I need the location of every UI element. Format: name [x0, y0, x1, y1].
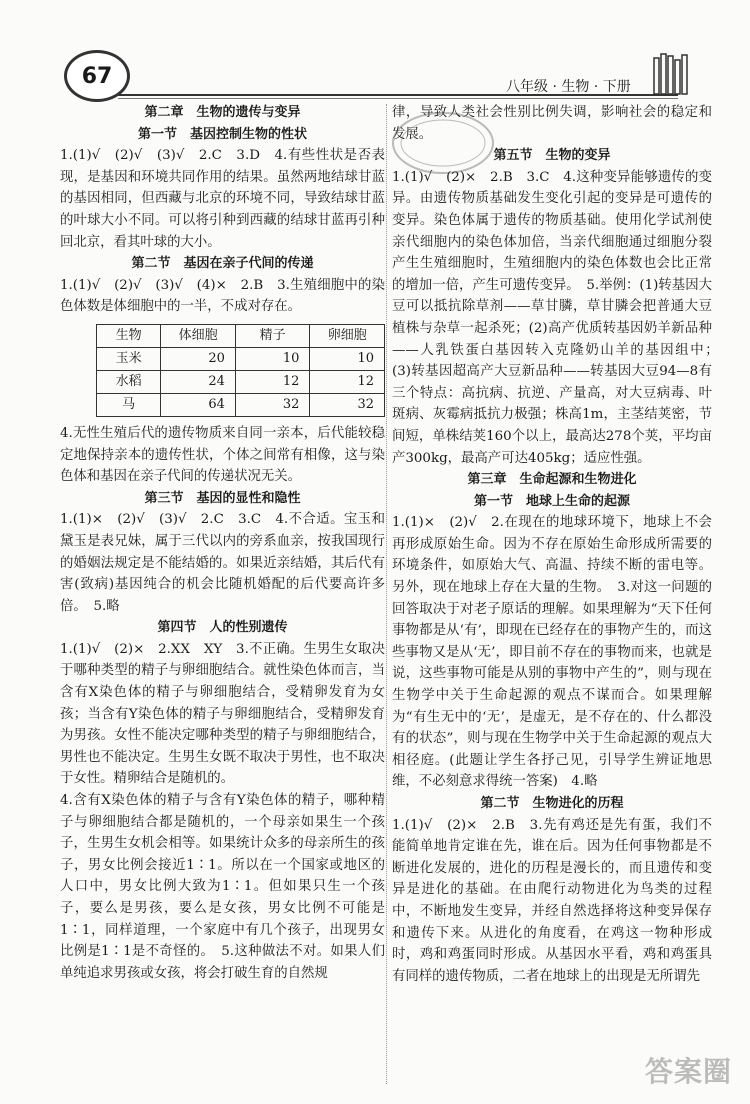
section-heading: 第三节 基因的显性和隐性: [144, 490, 301, 506]
table-cell: 32: [310, 393, 385, 416]
answer-paragraph: 1.(1)√ (2)× 2.XX XY 3.不正确。生男生女取决于哪种类型的精子与卵细胞结合。就性染色体而言，当含有X染色体的精子与卵细胞结合，受精卵发育为女孩；当含有Y染色体的精子与卵细胞结合，受精卵发育为男孩。女性不能决定哪种类型的精子与卵细胞结合，男性也不能决定。生男生女既不取决于男性，也不取决于女性。精卵结合是随机的。: [60, 641, 385, 787]
table-cell: 12: [235, 370, 310, 393]
table-cell: 玉米: [97, 347, 161, 370]
answer-paragraph: 律，导致人类社会性别比例失调，影响社会的稳定和发展。: [392, 105, 712, 142]
table-cell: 32: [235, 393, 310, 416]
table-header-cell: 卵细胞: [310, 324, 385, 347]
chromosome-count-table: [96, 324, 385, 417]
table-cell: 24: [161, 370, 236, 393]
section-heading: 第二节 基因在亲子代间的传递: [131, 256, 314, 272]
table-cell: 水稻: [97, 370, 161, 393]
section-heading: 第五节 生物的变异: [493, 148, 611, 164]
table-cell: 64: [161, 393, 236, 416]
answer-paragraph: 1.(1)× (2)√ 2.在现在的地球环境下，地球上不会再形成原始生命。因为不存在原始生命形成所需要的环境条件，如原始大气、高温、持续不断的雷电等。另外，现在地球上存在大量的生物。 3.对这一问题的回答取决于对老子原话的理解。如果理解为“天下任何事物都是从‘有’，即现在已经存在的事物产生的，而这些事物又是从‘无’，即目前不存在的事物而来，也就是说，这些事物可能是从别的事物中产生的”，则与现在生物学中关于生命起源的观点不谋而合。如果理解为“有生无中的‘无’，是虚无，是不存在的、什么都没有的状态”，则与现在生物学中关于生命起源的观点大相径庭。(此题让学生各抒己见，引导学生辨证地思维，不必刻意求得统一答案) 4.略: [392, 515, 712, 790]
section-heading: 第二节 生物进化的历程: [480, 796, 624, 811]
answer-paragraph: 1.(1)√ (2)√ (3)√ 2.C 3.D 4.有些性状是否表现，是基因和环境共同作用的结果。虽然两地结球甘蓝的基因相同，但西藏与北京的环境不同，导致结球甘蓝的叶球大小不同。可以将引种到西藏的结球甘蓝再引种回北京，看其叶球的大小。: [60, 148, 385, 250]
table-header-cell: 精子: [235, 324, 310, 347]
chapter-heading: 第二章 生物的遗传与变异: [144, 105, 301, 120]
answer-paragraph: 4.无性生殖后代的遗传物质来自同一亲本，后代能较稳定地保持亲本的遗传性状，个体之间常有相像，这与染色体和基因在亲子代间的传递状况无关。: [60, 425, 385, 485]
answer-paragraph: 4.含有X染色体的精子与含有Y染色体的精子，哪种精子与卵细胞结合都是随机的，一个母亲如果生一个孩子，生男生女机会相等。如果统计众多的母亲所生的孩子，男女比例会接近1∶1。所以在一个国家或地区的人口中，男女比例大致为1∶1。但如果只生一个孩子，要么是男孩，要么是女孩，男女比例不可能是1∶1，同样道理，一个家庭中有几个孩子，出现男女比例是1∶1是不奇怪的。 5.这种做法不对。如果人们单纯追求男孩或女孩，将会打破生育的自然规: [60, 793, 385, 981]
table-cell: 10: [310, 347, 385, 370]
table-cell: 12: [310, 370, 385, 393]
stamp-icon: [388, 108, 498, 178]
left-column: [60, 102, 385, 984]
table-row: [97, 347, 385, 370]
table-header-row: [97, 324, 385, 347]
header-rule-thin: [118, 98, 678, 99]
watermark-logo: 答案圈: [644, 1055, 732, 1088]
answer-paragraph: 1.(1)√ (2)× 2.B 3.C 4.这种变异能够遗传的变异。由遗传物质基础发生变化引起的变异是可遗传的变异。染色体属于遗传的物质基础。使用化学试剂使亲代细胞内的染色体加倍，当亲代细胞通过细胞分裂产生生殖细胞时，生殖细胞内的染色体数也会比正常的增加一倍，产生可遗传变异。 5.举例：(1)转基因大豆可以抵抗除草剂——草甘膦，草甘膦会把普通大豆植株与杂草一起杀死；(2)高产优质转基因奶羊新品种——人乳铁蛋白基因转入克隆奶山羊的基因组中； (3)转基因超高产大豆新品种——转基因大豆94—8有三个特点：高抗病、抗逆、产量高，对大豆病毒、叶斑病、灰霉病抵抗力极强；株高1m，主茎结荚密，节间短，单株结荚160个以上，最高达278个荚，平均亩产300kg，最高产可达405kg；适应性强。: [392, 169, 726, 466]
answer-paragraph: 1.(1)× (2)√ (3)√ 2.C 3.C 4.不合适。宝玉和黛玉是表兄妹，属于三代以内的旁系血亲，按我国现行的婚姻法规定是不能结婚的。如果近亲结婚，其后代有害(致病)基因纯合的机会比随机婚配的后代要高许多倍。 5.略: [60, 512, 385, 614]
table-row: [97, 393, 385, 416]
table-row: [97, 370, 385, 393]
section-heading: 第四节 人的性别遗传: [157, 620, 288, 636]
column-divider: [386, 104, 387, 1084]
answer-paragraph: 1.(1)√ (2)× 2.B 3.先有鸡还是先有蛋，我们不能简单地肯定谁在先，谁在后。因为任何事物都是不断进化发展的，进化的历程是漫长的，而且遗传和变异是进化的基础。在由爬行动物进化为鸟类的过程中，不断地发生变异，并经自然选择将这种变异保存和遗传下来。从进化的角度看，在鸡这一物种形成时，鸡和鸡蛋同时形成。从基因水平看，鸡和鸡蛋具有同样的遗传物质，二者在地球上的出现是无所谓先: [392, 817, 712, 984]
table-cell: 马: [97, 393, 161, 416]
section-heading: 第一节 地球上生命的起源: [473, 493, 630, 509]
page-number: 67: [81, 63, 113, 89]
answer-paragraph: 1.(1)√ (2)√ (3)√ (4)× 2.B 3.生殖细胞中的染色体数是体细胞中的一半，不成对存在。: [60, 277, 385, 315]
books-icon: [650, 52, 690, 96]
book-title: 八年级 · 生物 · 下册: [506, 79, 631, 95]
right-column: [392, 102, 726, 987]
table-header-cell: 生物: [97, 324, 161, 347]
table-cell: 20: [161, 347, 236, 370]
section-heading: 第一节 基因控制生物的性状: [137, 126, 307, 142]
chapter-heading: 第三章 生命起源和生物进化: [467, 472, 637, 488]
table-cell: 10: [235, 347, 310, 370]
table-header-cell: 体细胞: [161, 324, 236, 347]
